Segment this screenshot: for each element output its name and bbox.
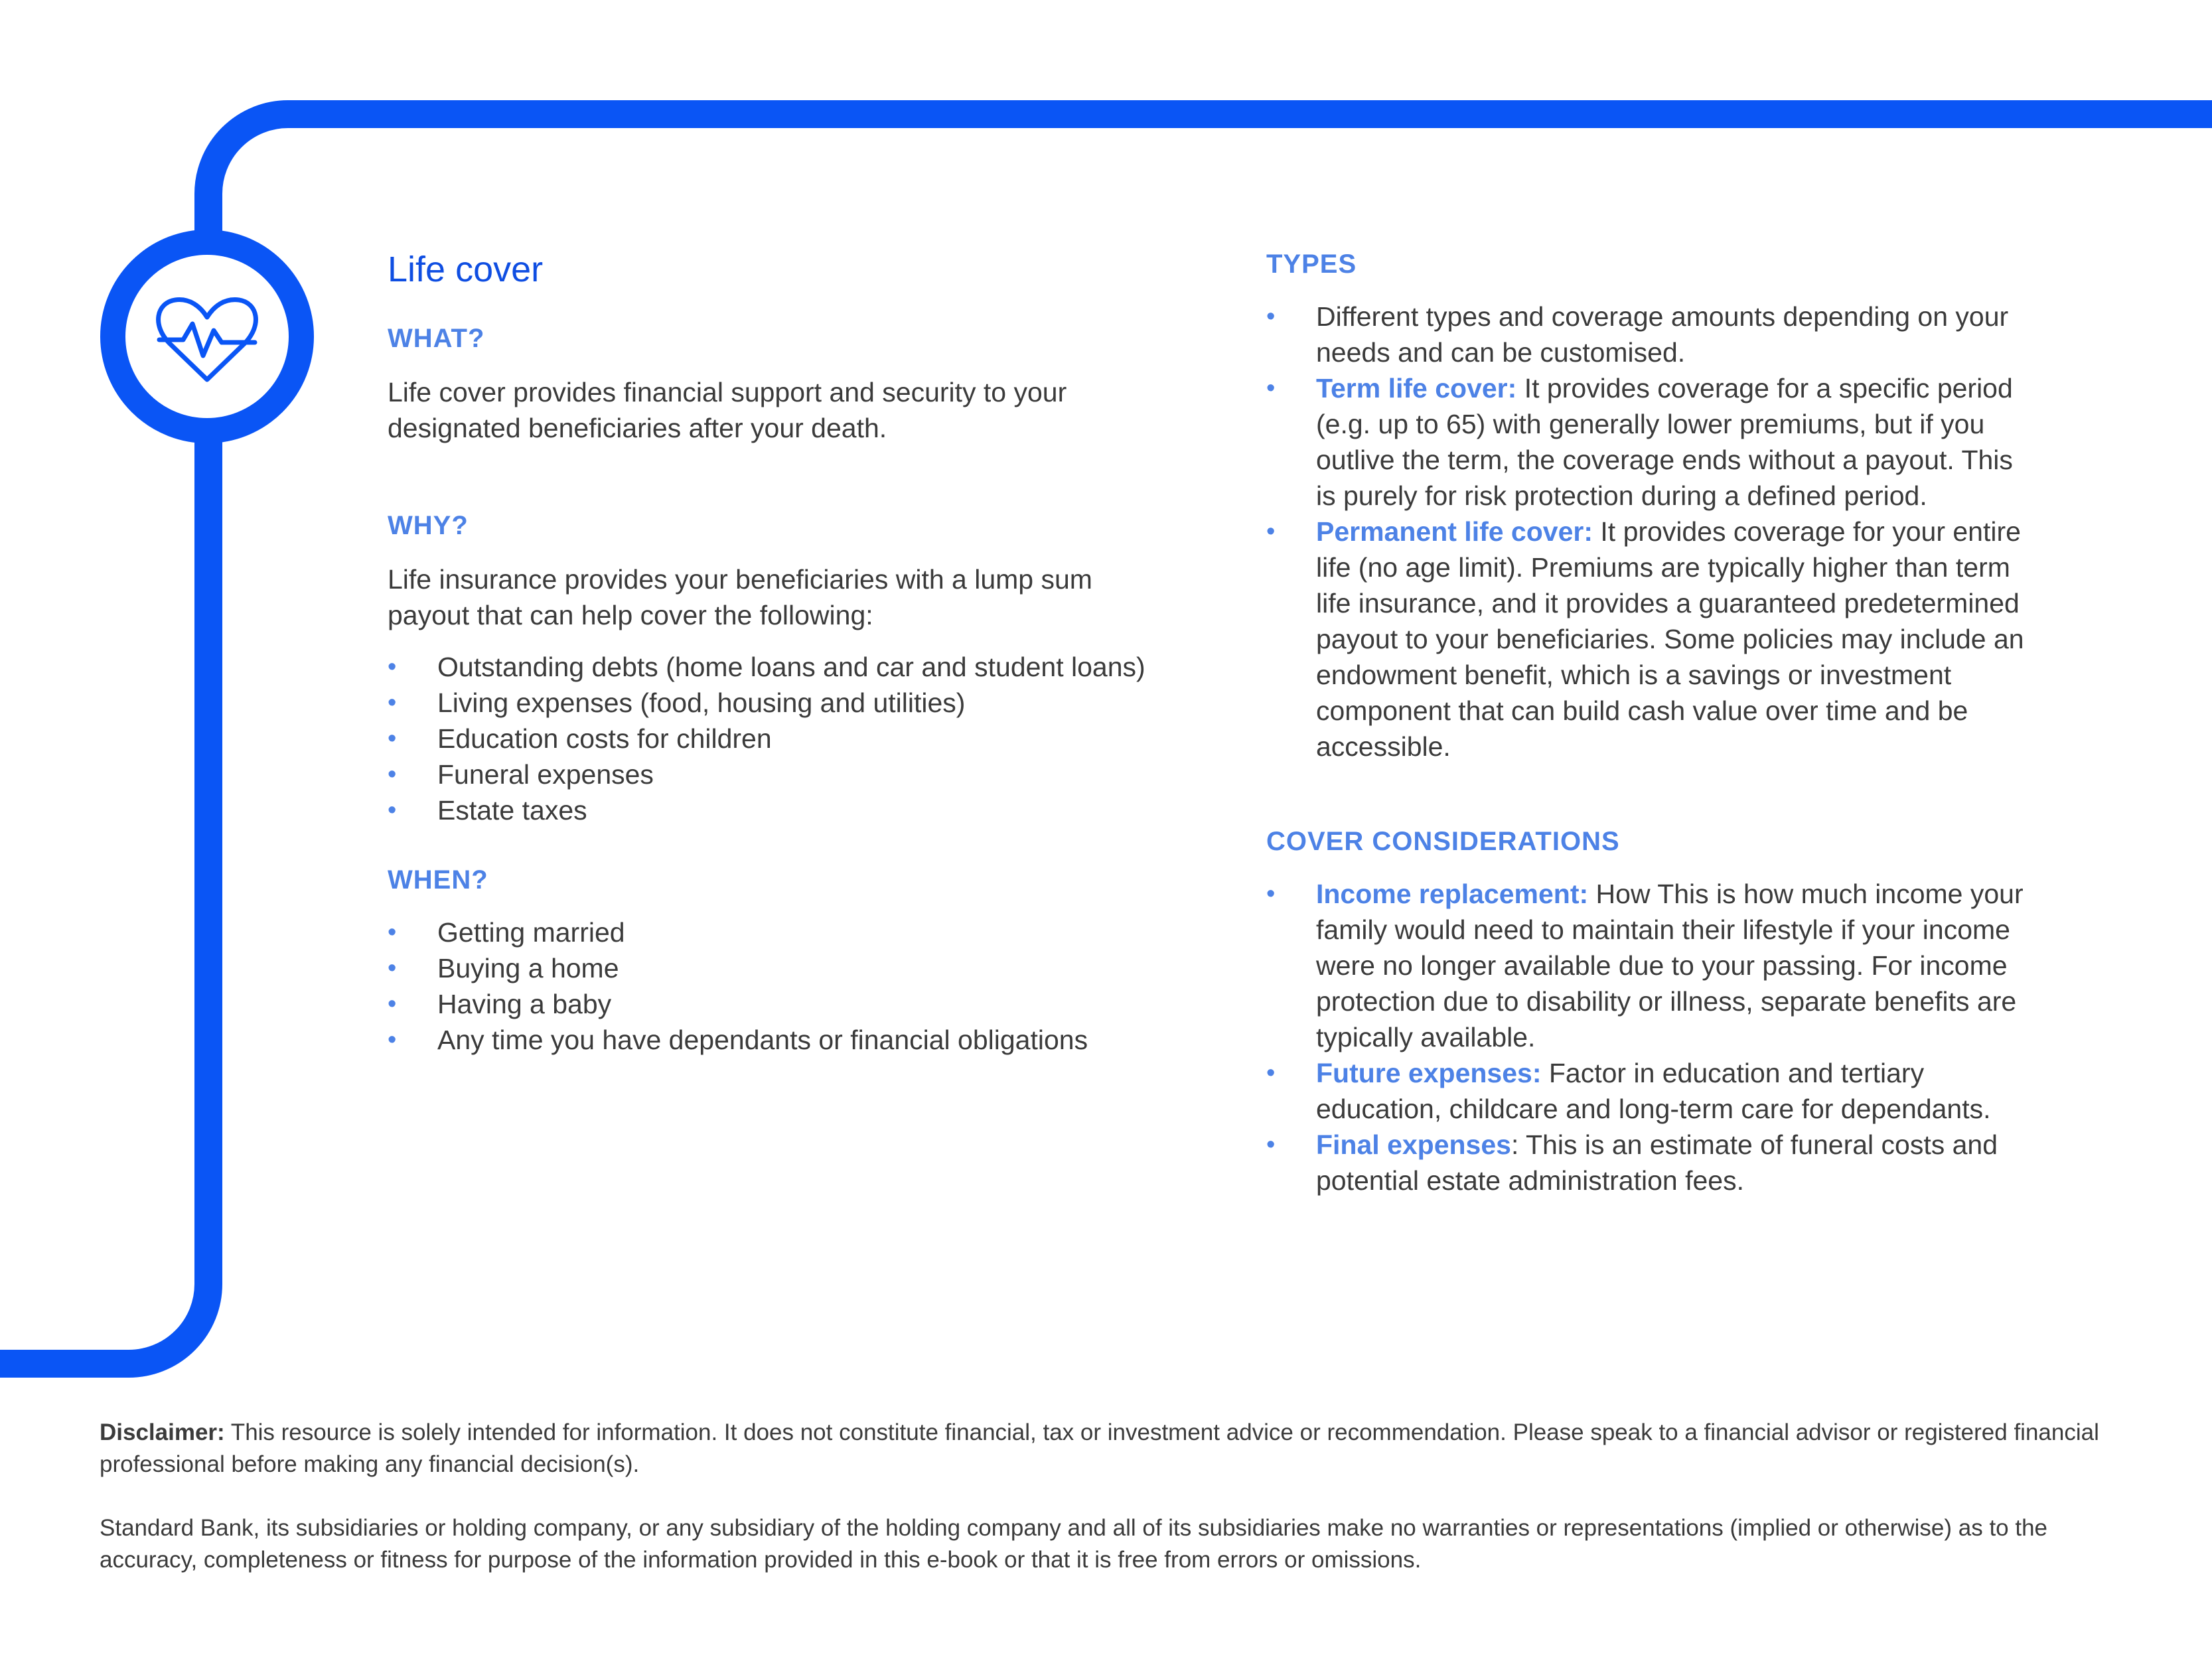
list-item: • Permanent life cover: It provides coverage for your entire life (no age limit). Premiums are typically higher than term life insurance, and it provides a guaranteed predetermined payout to your beneficiaries. Some policies may include an endowment benefit, which is a savings or investment component that can build cash value over time and be accessible. <box>1266 514 2036 764</box>
future-expenses-label: Future expenses: <box>1316 1058 1542 1088</box>
permanent-life-label: Permanent life cover: <box>1316 516 1593 547</box>
list-item: • Any time you have dependants or financial obligations <box>388 1022 1171 1058</box>
icon-ring <box>113 242 301 431</box>
list-item: • Outstanding debts (home loans and car and student loans) <box>388 649 1171 685</box>
disclaimer-text: Disclaimer: This resource is solely intended for information. It does not constitute financial, tax or investment advice or recommendation. Please speak to a financial advisor or registered financial professional before making any financial decision(s). <box>100 1419 2099 1477</box>
final-expenses-label: Final expenses <box>1316 1129 1511 1160</box>
disclaimer-label: Disclaimer: <box>100 1419 225 1445</box>
income-replacement-label: Income replacement: <box>1316 879 1589 909</box>
why-heading: WHY? <box>388 511 469 540</box>
why-list <box>388 649 1171 828</box>
list-item: • Education costs for children <box>388 721 1171 757</box>
considerations-heading: COVER CONSIDERATIONS <box>1266 827 1620 856</box>
list-item: • Living expenses (food, housing and utilities) <box>388 685 1171 721</box>
page-title: Life cover <box>388 250 544 289</box>
types-list <box>1266 299 2036 764</box>
disclaimer <box>100 1417 2110 1608</box>
list-item: • Buying a home <box>388 950 1171 986</box>
list-item: • Having a baby <box>388 986 1171 1022</box>
when-list <box>388 914 1171 1058</box>
warranty-text: Standard Bank, its subsidiaries or holding company, or any subsidiary of the holding company and all of its subsidiaries make no warranties or representations (implied or otherwise) as to the accuracy, completeness or fitness for purpose of the information provided in this e-book or that it is free from errors or omissions. <box>100 1515 2048 1573</box>
why-text: Life insurance provides your beneficiaries with a lump sum payout that can help cover the following: <box>388 564 1092 630</box>
what-text: Life cover provides financial support and security to your designated beneficiaries after your death. <box>388 377 1067 443</box>
right-column <box>1266 246 2036 1198</box>
list-item: • Estate taxes <box>388 792 1171 828</box>
list-item: • Funeral expenses <box>388 757 1171 792</box>
when-heading: WHEN? <box>388 865 488 895</box>
term-life-label: Term life cover: <box>1316 373 1517 403</box>
left-column <box>388 246 1171 1058</box>
list-item: • Getting married <box>388 914 1171 950</box>
considerations-list <box>1266 876 2036 1198</box>
types-heading: TYPES <box>1266 250 1357 279</box>
list-item: • Different types and coverage amounts depending on your needs and can be customised. <box>1266 299 2036 370</box>
list-item: • Future expenses: Factor in education and tertiary education, childcare and long-term care for dependants. <box>1266 1055 2036 1127</box>
what-heading: WHAT? <box>388 324 485 353</box>
list-item: • Income replacement: How This is how much income your family would need to maintain their lifestyle if your income were no longer available due to your passing. For income protection due to disability or illness, separate benefits are typically available. <box>1266 876 2036 1055</box>
list-item: • Final expenses: This is an estimate of funeral costs and potential estate administration fees. <box>1266 1127 2036 1198</box>
list-item: • Term life cover: It provides coverage for a specific period (e.g. up to 65) with generally lower premiums, but if you outlive the term, the coverage ends without a payout. This is purely for risk protection during a defined period. <box>1266 370 2036 514</box>
